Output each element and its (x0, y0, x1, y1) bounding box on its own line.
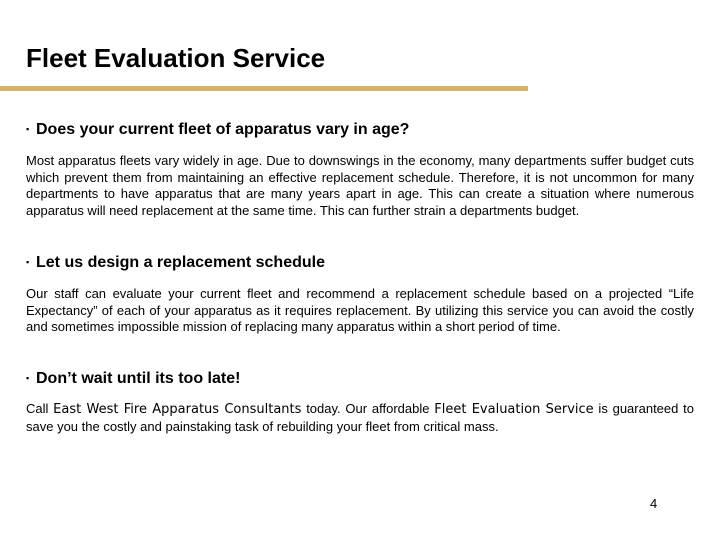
cta-tail-text: is guaranteed to save you the costly and painstaking task of rebuilding your fleet from critical mass. (26, 401, 694, 434)
page-number: 4 (650, 496, 658, 511)
cta-lead-text: Call (26, 401, 54, 416)
section-heading-text: Does your current fleet of apparatus vary in age? (36, 121, 410, 138)
section-heading-replacement-schedule (26, 254, 325, 272)
title-underline-rule (0, 86, 528, 91)
section-heading-text: Don’t wait until its too late! (36, 370, 241, 387)
bullet-icon: ▪ (26, 257, 30, 267)
section-heading-dont-wait (26, 370, 240, 388)
section-body-call-to-action (26, 401, 694, 435)
section-body-replacement-schedule: Our staff can evaluate your current fleet and recommend a replacement schedule based on a projected “Life Expectancy” of each of your apparatus as it requires replacement. By utilizing this service you can avoid the costly and sometimes impossible mission of replacing many apparatus within a short period of time. (26, 286, 694, 334)
section-heading-text: Let us design a replacement schedule (36, 254, 325, 271)
bullet-icon: ▪ (26, 124, 30, 134)
section-heading-fleet-age (26, 121, 409, 139)
section-body-fleet-age: Most apparatus fleets vary widely in age. Due to downswings in the economy, many departments suffer budget cuts which prevent them from maintaining an effective replacement schedule. Therefore, it is not uncommon for many departments to have apparatus that are many years apart in age. This can create a situation where numerous apparatus will need replacement at the same time. This can further strain a departments budget. (26, 153, 694, 218)
cta-middle-text: today. Our affordable (301, 401, 435, 416)
slide-title: Fleet Evaluation Service (26, 43, 326, 73)
title-underline-bar (0, 86, 528, 91)
service-name: Fleet Evaluation Service (434, 402, 594, 417)
company-name: East West Fire Apparatus Consultants (53, 402, 302, 417)
bullet-icon: ▪ (26, 373, 30, 383)
